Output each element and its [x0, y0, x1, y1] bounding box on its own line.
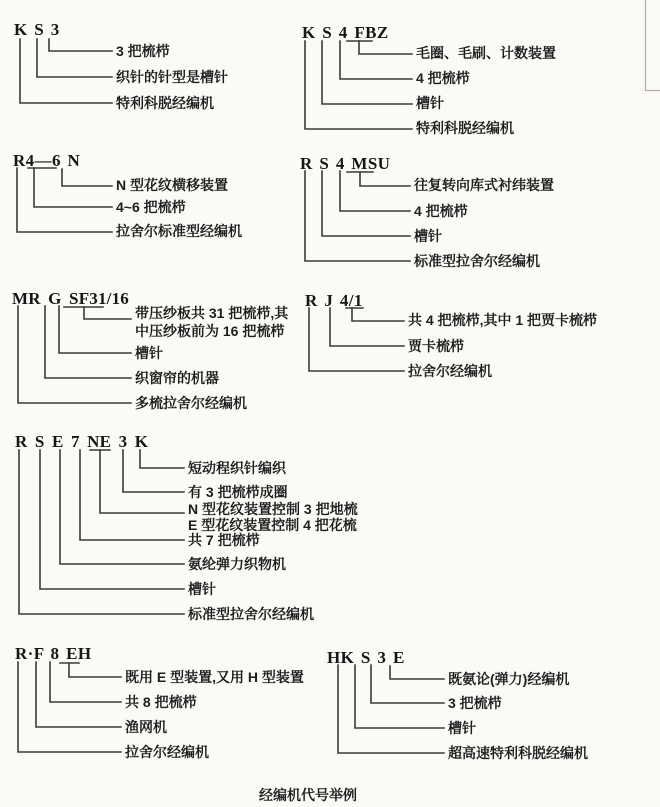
explanation-label: 共 8 把梳栉 — [125, 694, 197, 710]
explanation-label: 槽针 — [414, 228, 442, 244]
explanation-label: 氨纶弹力织物机 — [188, 556, 286, 572]
connectors-ks3 — [20, 39, 112, 103]
explanation-label: 带压纱板共 31 把梳栉,其 — [135, 305, 289, 321]
explanation-label: 4~6 把梳栉 — [116, 199, 186, 215]
explanation-label: 共 4 把梳栉,其中 1 把贾卡梳栉 — [408, 312, 598, 328]
explanation-label: 标准型拉舍尔经编机 — [188, 606, 314, 622]
connectors-rf8eh — [18, 662, 121, 752]
explanation-label: 拉舍尔经编机 — [125, 744, 209, 760]
explanation-label: 织窗帘的机器 — [135, 370, 219, 386]
explanation-label: N 型花纹横移装置 — [116, 177, 228, 193]
connectors-r46n — [17, 168, 112, 232]
explanation-label: 短动程织针编织 — [188, 460, 286, 476]
machine-code-ks4fbz: K S 4 FBZ — [302, 23, 389, 42]
machine-code-r46n: R4—6 N — [13, 151, 81, 170]
explanation-label: E 型花纹装置控制 4 把花梳 — [188, 517, 357, 533]
machine-code-rj41: R J 4/1 — [305, 291, 363, 310]
connectors-hks3e — [338, 665, 444, 753]
explanation-label: 拉舍尔标准型经编机 — [116, 223, 242, 239]
explanation-label: 槽针 — [448, 720, 476, 736]
explanation-label: 中压纱板前为 16 把梳栉 — [135, 323, 285, 339]
explanation-label: 4 把梳栉 — [416, 70, 470, 86]
explanation-label: 多梳拉舍尔经编机 — [135, 395, 247, 411]
explanation-label: 标准型拉舍尔经编机 — [414, 253, 540, 269]
machine-code-rse7ne3k: R S E 7 NE 3 K — [15, 432, 149, 451]
connectors-rj41 — [309, 308, 404, 371]
explanation-label: 渔网机 — [125, 719, 167, 735]
explanation-label: 3 把梳栉 — [448, 695, 502, 711]
explanation-label: 4 把梳栉 — [414, 203, 468, 219]
explanation-label: 往复转向库式衬纬装置 — [414, 177, 554, 193]
explanation-label: 槽针 — [135, 345, 163, 361]
machine-code-hks3e: HK S 3 E — [327, 648, 405, 667]
figure-caption: 经编机代号举例 — [259, 787, 357, 803]
explanation-label: 织针的针型是槽针 — [116, 69, 228, 85]
explanation-label: 有 3 把梳栉成圈 — [188, 484, 288, 500]
explanation-label: N 型花纹装置控制 3 把地梳 — [188, 501, 358, 517]
explanation-label: 3 把梳栉 — [116, 43, 170, 59]
explanation-label: 超高速特利科脱经编机 — [448, 745, 588, 761]
machine-code-ks3: K S 3 — [14, 20, 60, 39]
machine-code-mrgsf3116: MR G SF31/16 — [12, 289, 130, 308]
explanation-label: 既用 E 型装置,又用 H 型装置 — [125, 669, 304, 685]
connectors-rs4msu — [305, 171, 410, 261]
machine-code-rf8eh: R·F 8 EH — [15, 644, 92, 663]
explanation-label: 拉舍尔经编机 — [408, 363, 492, 379]
explanation-label: 贾卡梳栉 — [408, 338, 464, 354]
explanation-label: 槽针 — [416, 95, 444, 111]
connectors-rse7ne3k — [19, 450, 184, 614]
explanation-label: 共 7 把梳栉 — [188, 532, 260, 548]
explanation-label: 毛圈、毛刷、计数装置 — [416, 45, 556, 61]
explanation-label: 既氨论(弹力)经编机 — [448, 671, 570, 687]
machine-code-rs4msu: R S 4 MSU — [300, 154, 391, 173]
connectors-mrgsf — [18, 306, 131, 403]
connectors-ks4fbz — [305, 41, 412, 129]
explanation-label: 槽针 — [188, 581, 216, 597]
page-edge-line — [646, 0, 660, 91]
explanation-label: 特利科脱经编机 — [116, 95, 214, 111]
explanation-label: 特利科脱经编机 — [416, 120, 514, 136]
